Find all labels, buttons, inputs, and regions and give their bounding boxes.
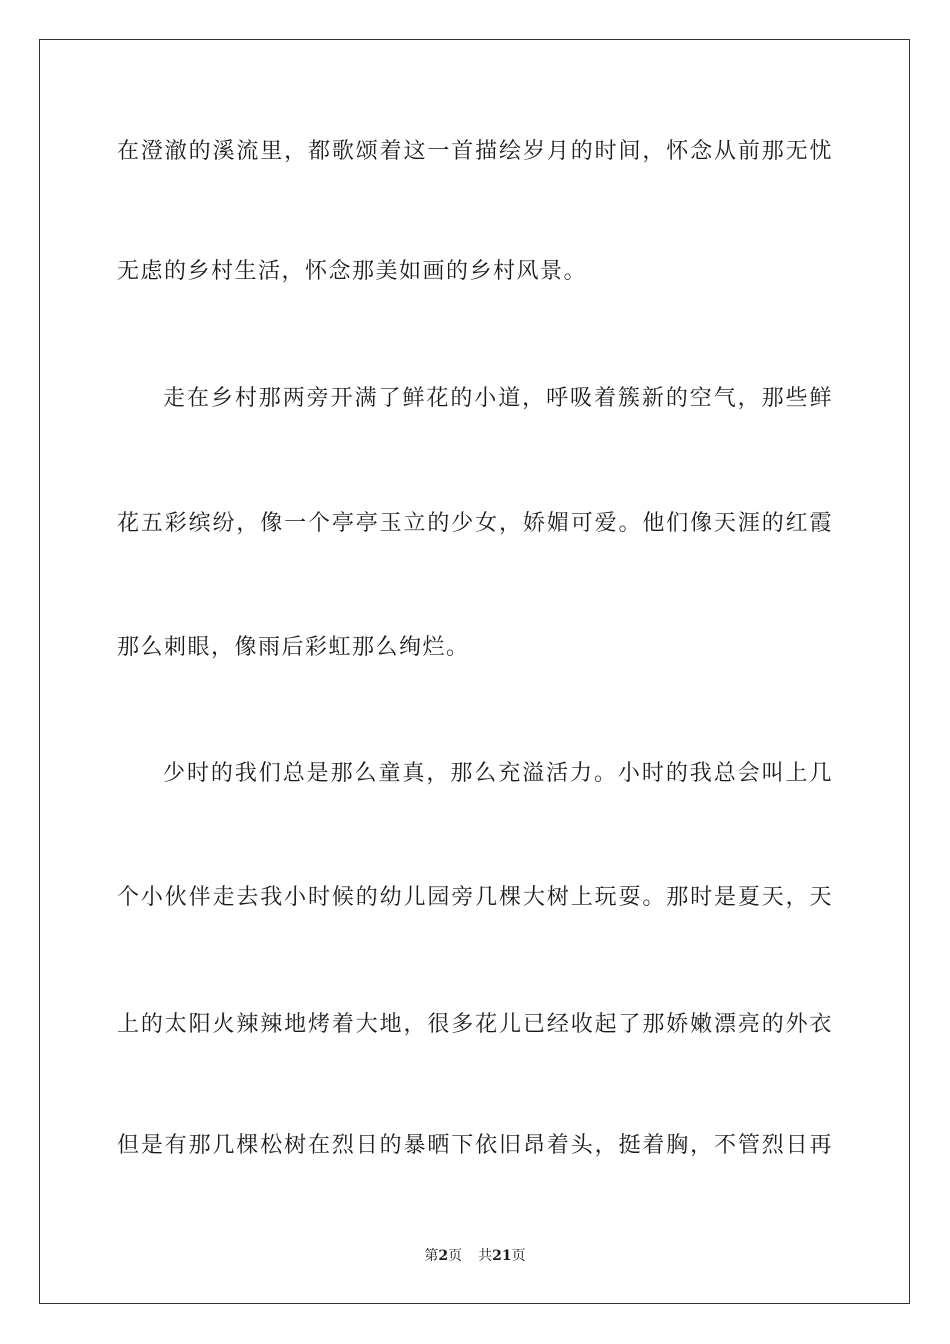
total-prefix: 共 [478,1248,493,1264]
text-line-5: 那么刺眼，像雨后彩虹那么绚烂。 [117,635,470,660]
total-page-count: 21 [492,1248,512,1264]
text-line-1: 在澄澈的溪流里，都歌颂着这一首描绘岁月的时间，怀念从前那无忧 [117,139,833,164]
text-line-6: 少时的我们总是那么童真，那么充溢活力。小时的我总会叫上几 [163,761,833,786]
text-line-7: 个小伙伴走去我小时候的幼儿园旁几棵大树上玩耍。那时是夏天，天 [117,885,833,910]
page-prefix: 第 [424,1248,439,1264]
current-page-number: 2 [438,1248,449,1264]
page-footer [0,1247,950,1265]
text-line-4: 花五彩缤纷，像一个亭亭玉立的少女，娇媚可爱。他们像天涯的红霞 [117,511,833,536]
text-line-3: 走在乡村那两旁开满了鲜花的小道，呼吸着簇新的空气，那些鲜 [163,386,833,411]
text-line-9: 但是有那几棵松树在烈日的暴晒下依旧昂着头，挺着胸，不管烈日再 [117,1133,833,1158]
text-line-8: 上的太阳火辣辣地烤着大地，很多花儿已经收起了那娇嫩漂亮的外衣 [117,1012,833,1037]
page-unit: 页 [448,1248,463,1264]
total-unit: 页 [511,1248,526,1264]
text-line-2: 无虑的乡村生活，怀念那美如画的乡村风景。 [117,259,588,284]
page-border [39,39,910,1304]
